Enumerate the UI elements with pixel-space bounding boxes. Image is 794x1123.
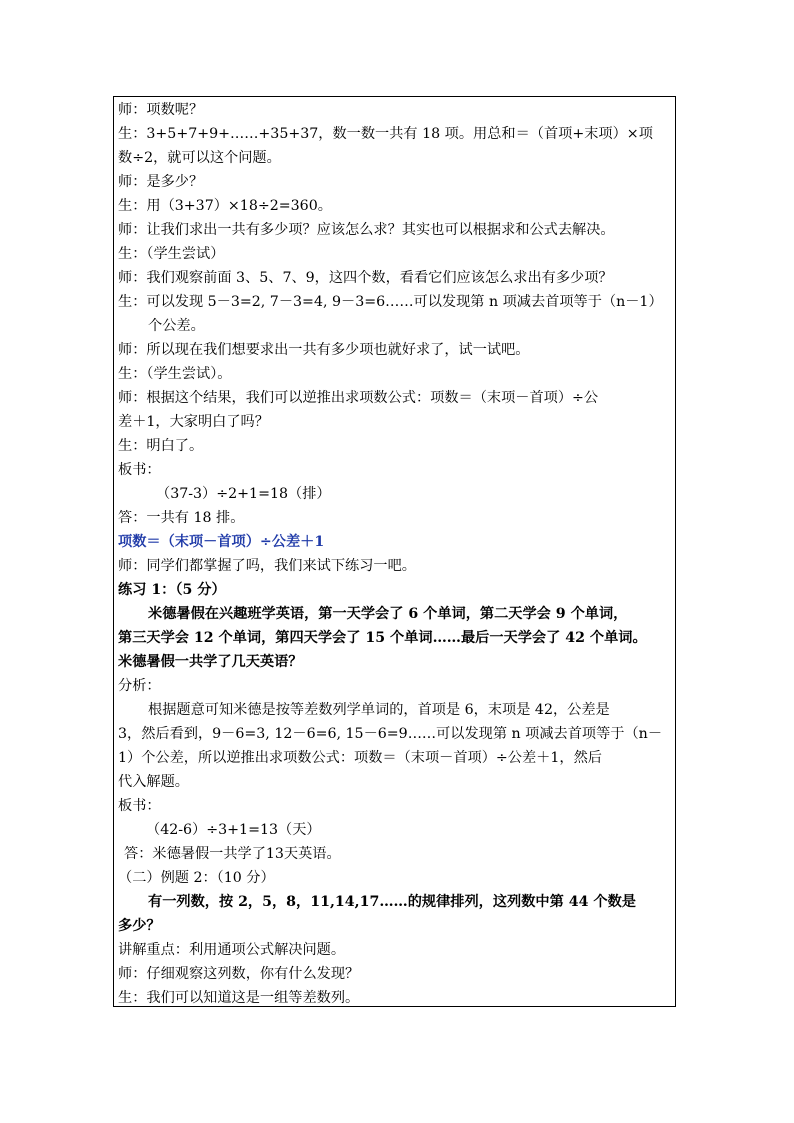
dialogue-line: 生：（学生尝试） bbox=[118, 246, 225, 262]
analysis-text: 1）个公差，所以逆推出求项数公式：项数＝（末项－首项）÷公差＋1，然后 bbox=[118, 750, 602, 766]
dialogue-line: 生：我们可以知道这是一组等差数列。 bbox=[118, 990, 360, 1006]
problem-text: 多少？ bbox=[118, 918, 161, 934]
dialogue-line: 师：根据这个结果，我们可以逆推出求项数公式：项数＝（末项－首项）÷公 bbox=[118, 390, 599, 406]
board-formula: （42-6）÷3+1=13（天） bbox=[146, 822, 321, 838]
dialogue-line: 生：明白了。 bbox=[118, 438, 204, 454]
analysis-text: 代入解题。 bbox=[118, 774, 189, 790]
analysis-text: 3，然后看到，9－6=3, 12－6=6, 15－6=9……可以发现第 n 项减去首项等于（n－ bbox=[118, 726, 663, 742]
dialogue-line: 数÷2，就可以这个问题。 bbox=[118, 150, 281, 166]
board-label: 板书： bbox=[118, 462, 161, 478]
answer-line: 答：一共有 18 排。 bbox=[118, 510, 245, 526]
answer-line: 答：米德暑假一共学了13天英语。 bbox=[124, 846, 341, 862]
dialogue-line: 生：（学生尝试）。 bbox=[118, 366, 232, 382]
dialogue-line: 师：同学们都掌握了吗，我们来试下练习一吧。 bbox=[118, 558, 416, 574]
board-label: 板书： bbox=[118, 798, 161, 814]
dialogue-line: 师：是多少？ bbox=[118, 174, 204, 190]
exercise-heading: 练习 1：（5 分） bbox=[118, 582, 226, 598]
board-formula: （37-3）÷2+1=18（排） bbox=[156, 486, 331, 502]
dialogue-line: 差＋1，大家明白了吗？ bbox=[118, 414, 269, 430]
key-point-line: 讲解重点：利用通项公式解决问题。 bbox=[118, 942, 346, 958]
dialogue-line: 生：3+5+7+9+……+35+37，数一数一共有 18 项。用总和＝（首项+末项）×项 bbox=[118, 126, 653, 142]
dialogue-line: 个公差。 bbox=[148, 318, 205, 334]
dialogue-line: 师：所以现在我们想要求出一共有多少项也就好求了，试一试吧。 bbox=[118, 342, 530, 358]
analysis-text: 根据题意可知米德是按等差数列学单词的，首项是 6，末项是 42，公差是 bbox=[148, 702, 610, 718]
dialogue-line: 生：用（3+37）×18÷2=360。 bbox=[118, 198, 332, 214]
example-heading: （二）例题 2：（10 分） bbox=[118, 870, 275, 886]
dialogue-line: 生：可以发现 5－3=2, 7－3=4, 9－3=6……可以发现第 n 项减去首项等于（n－1） bbox=[118, 294, 663, 310]
problem-text: 米德暑假在兴趣班学英语，第一天学会了 6 个单词，第二天学会 9 个单词， bbox=[148, 606, 628, 622]
problem-text: 有一列数，按 2，5，8，11,14,17……的规律排列，这列数中第 44 个数是 bbox=[148, 894, 636, 910]
dialogue-line: 师：让我们求出一共有多少项？应该怎么求？其实也可以根据求和公式去解决。 bbox=[118, 222, 615, 238]
problem-text: 第三天学会 12 个单词，第四天学会了 15 个单词……最后一天学会了 42 个单词。 bbox=[118, 630, 647, 646]
item-count-formula: 项数＝（末项－首项）÷公差＋1 bbox=[118, 534, 325, 550]
dialogue-line: 师：项数呢？ bbox=[118, 102, 204, 118]
dialogue-line: 师：我们观察前面 3、5、7、9，这四个数，看看它们应该怎么求出有多少项？ bbox=[118, 270, 613, 286]
problem-text: 米德暑假一共学了几天英语？ bbox=[118, 654, 303, 670]
dialogue-line: 师：仔细观察这列数，你有什么发现？ bbox=[118, 966, 360, 982]
analysis-label: 分析： bbox=[118, 678, 161, 694]
